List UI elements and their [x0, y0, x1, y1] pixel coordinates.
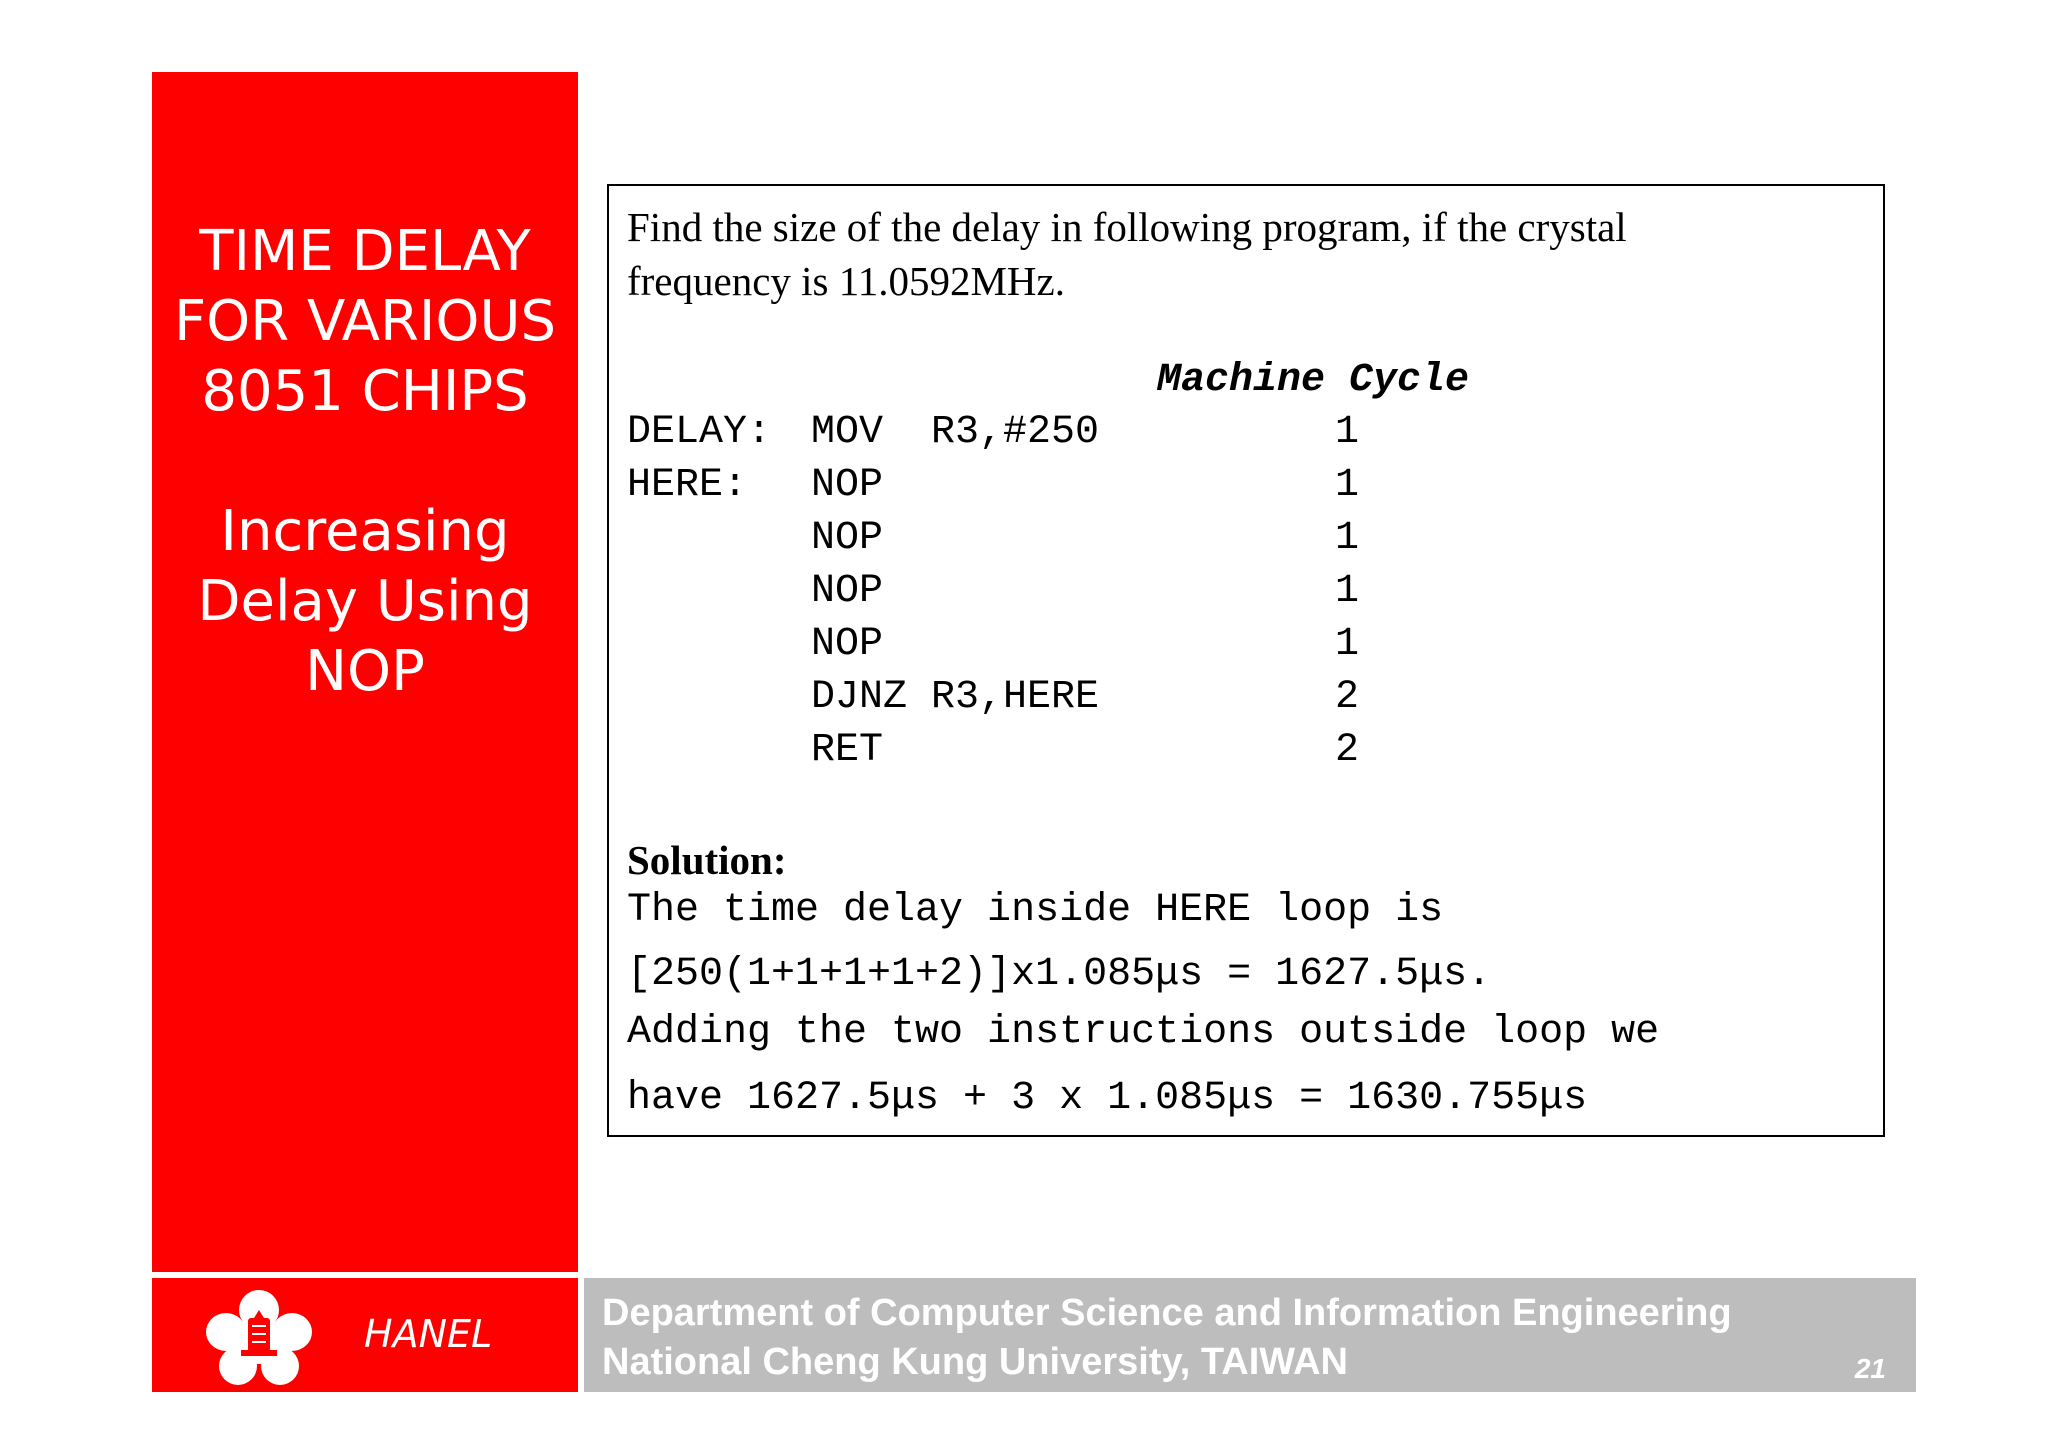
code-row	[627, 463, 1360, 516]
code-row	[627, 675, 1360, 728]
solution-line: have 1627.5μs + 3 x 1.085μs = 1630.755μs	[627, 1076, 1588, 1121]
code-cycles: 2	[1335, 675, 1360, 720]
solution-line: [250(1+1+1+1+2)]x1.085μs = 1627.5μs.	[627, 952, 1492, 997]
section-title-line: 8051 CHIPS	[201, 359, 529, 424]
university-emblem-icon	[204, 1288, 314, 1388]
code-instruction: NOP	[811, 569, 884, 614]
code-cycles: 1	[1335, 463, 1360, 508]
solution-line: Adding the two instructions outside loop we	[627, 1010, 1660, 1055]
footer-info-bar	[584, 1278, 1916, 1392]
code-instruction: MOV R3,#250	[811, 410, 1100, 455]
section-subtitle-line: Increasing	[220, 499, 510, 564]
code-cycles: 1	[1335, 622, 1360, 667]
question-line: Find the size of the delay in following program, if the crystal	[627, 204, 1627, 250]
code-row	[627, 622, 1360, 675]
page-number: 21	[1854, 1353, 1886, 1384]
code-row	[627, 728, 1360, 781]
solution-heading: Solution:	[627, 837, 787, 883]
section-subtitle	[152, 497, 578, 707]
machine-cycle-header: Machine Cycle	[1157, 358, 1470, 403]
code-row	[627, 516, 1360, 569]
sidebar	[152, 72, 578, 1272]
code-cycles: 1	[1335, 516, 1360, 561]
code-instruction: DJNZ R3,HERE	[811, 675, 1100, 720]
question-line: frequency is 11.0592MHz.	[627, 258, 1065, 304]
code-label: HERE:	[627, 463, 748, 508]
solution-line: The time delay inside HERE loop is	[627, 888, 1444, 933]
code-instruction: NOP	[811, 622, 884, 667]
code-instruction: RET	[811, 728, 884, 773]
section-title-line: TIME DELAY	[199, 219, 531, 284]
question-text	[627, 200, 1867, 308]
footer-university: National Cheng Kung University, TAIWAN	[602, 1341, 1348, 1383]
code-cycles: 1	[1335, 569, 1360, 614]
footer-brand-area	[152, 1278, 578, 1392]
code-label: DELAY:	[627, 410, 772, 455]
section-subtitle-line: Delay Using	[197, 569, 533, 634]
hanel-brand: HANEL	[364, 1312, 493, 1356]
section-title-line: FOR VARIOUS	[173, 289, 557, 354]
code-instruction: NOP	[811, 463, 884, 508]
footer-department: Department of Computer Science and Information Engineering	[602, 1292, 1732, 1334]
code-instruction: NOP	[811, 516, 884, 561]
code-row	[627, 410, 1360, 463]
section-title	[152, 217, 578, 427]
code-cycles: 2	[1335, 728, 1360, 773]
slide-content-box	[607, 184, 1885, 1137]
code-row	[627, 569, 1360, 622]
code-cycles: 1	[1335, 410, 1360, 455]
section-subtitle-line: NOP	[305, 639, 425, 704]
